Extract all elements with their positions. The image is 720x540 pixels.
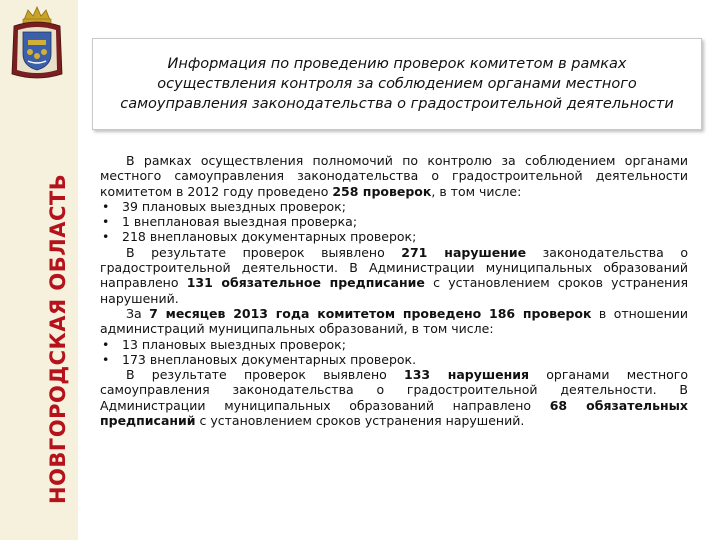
bold-run: 131 обязательное предписание	[186, 275, 425, 291]
page-title: Информация по проведению проверок комитетом в рамках осуществления контроля за соблюдением органами местного самоуправления законодательства о градостроительной деятельности	[120, 56, 674, 112]
title-box	[92, 38, 702, 130]
paragraph-2012-intro	[100, 153, 688, 199]
sidebar	[0, 0, 78, 540]
text-run: , в том числе:	[431, 183, 522, 199]
text-run: В рамках осуществления полномочий по контролю за соблюдением органами местного самоуправления законодательства о градостроительной деятельности комитетом в 2012 году проведено	[100, 153, 688, 199]
bold-run: 271 нарушение	[401, 244, 527, 260]
list-item: • 173 внеплановых документарных проверок.	[100, 352, 688, 367]
bold-run: 133 нарушения	[404, 367, 530, 383]
text-run: В результате проверок выявлено	[126, 244, 402, 260]
paragraph-2012-result	[100, 245, 688, 306]
paragraph-2013-result	[100, 367, 688, 428]
text-run: В результате проверок выявлено	[126, 367, 404, 383]
list-item: • 1 внеплановая выездная проверка;	[100, 214, 688, 229]
text-run: с установлением сроков устранения нарушений.	[100, 275, 689, 306]
text-run: законодательства о градостроительной деятельности. В Администрации муниципальных образований направлено	[100, 244, 688, 291]
list-2012	[100, 199, 688, 245]
text-run: органами местного самоуправления законодательства о градостроительной деятельности. В Администрации муниципальных образований направлено	[100, 367, 689, 413]
paragraph-2013-intro	[100, 306, 688, 337]
list-item: • 39 плановых выездных проверок;	[100, 199, 688, 214]
bold-run: 68 обязательных предписаний	[100, 397, 688, 429]
coat-of-arms-icon	[6, 4, 68, 82]
text-run: в отношении администраций муниципальных образований, в том числе:	[100, 305, 688, 337]
text-run: с установлением сроков устранения нарушений.	[195, 413, 525, 429]
text-run: За	[126, 305, 150, 321]
document-body	[100, 153, 688, 428]
list-item: • 13 плановых выездных проверок;	[100, 337, 688, 352]
list-item: • 218 внеплановых документарных проверок;	[100, 229, 688, 244]
list-2013	[100, 337, 688, 368]
region-name: НОВГОРОДСКАЯ ОБЛАСТЬ	[46, 173, 70, 504]
bold-run: 258 проверок	[332, 183, 432, 199]
bold-run: 7 месяцев 2013 года комитетом проведено 186 проверок	[149, 305, 592, 321]
